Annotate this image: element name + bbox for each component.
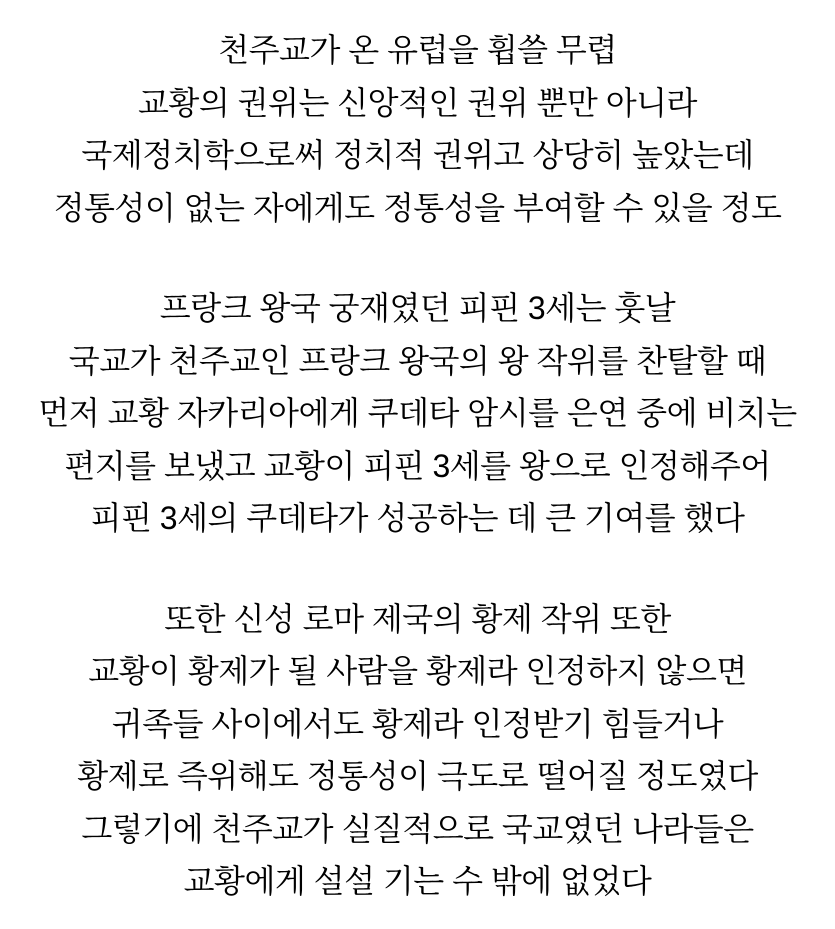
text-line: 그렇기에 천주교가 실질적으로 국교였던 나라들은 — [81, 810, 754, 847]
text-line: 또한 신성 로마 제국의 황제 작위 또한 — [164, 600, 671, 637]
text-line: 황제로 즉위해도 정통성이 극도로 떨어질 정도였다 — [77, 758, 758, 794]
text-line: 프랑크 왕국 궁재였던 피핀 3세는 훗날 — [159, 290, 676, 326]
text-line: 먼저 교황 자카리아에게 쿠데타 암시를 은연 중에 비치는 — [38, 395, 797, 431]
paragraph-3 — [0, 593, 835, 908]
text-line: 교황의 권위는 신앙적인 권위 뿐만 아니라 — [138, 84, 697, 121]
text-line: 귀족들 사이에서도 황제라 인정받기 힘들거나 — [111, 705, 724, 742]
text-line: 교황이 황제가 될 사람을 황제라 인정하지 않으면 — [88, 653, 747, 689]
paragraph-1 — [0, 24, 835, 234]
text-line: 교황에게 설설 기는 수 밖에 없었다 — [183, 863, 652, 899]
paragraph-2 — [0, 282, 835, 545]
text-line: 피핀 3세의 쿠데타가 성공하는 데 큰 기여를 했다 — [90, 500, 745, 536]
text-line: 천주교가 온 유럽을 휩쓸 무렵 — [218, 32, 617, 68]
text-line: 국교가 천주교인 프랑크 왕국의 왕 작위를 찬탈할 때 — [68, 342, 767, 379]
text-line: 편지를 보냈고 교황이 피핀 3세를 왕으로 인정해주어 — [64, 447, 771, 484]
text-line: 국제정치학으로써 정치적 권위고 상당히 높았는데 — [81, 137, 754, 173]
text-line: 정통성이 없는 자에게도 정통성을 부여할 수 있을 정도 — [53, 189, 782, 226]
